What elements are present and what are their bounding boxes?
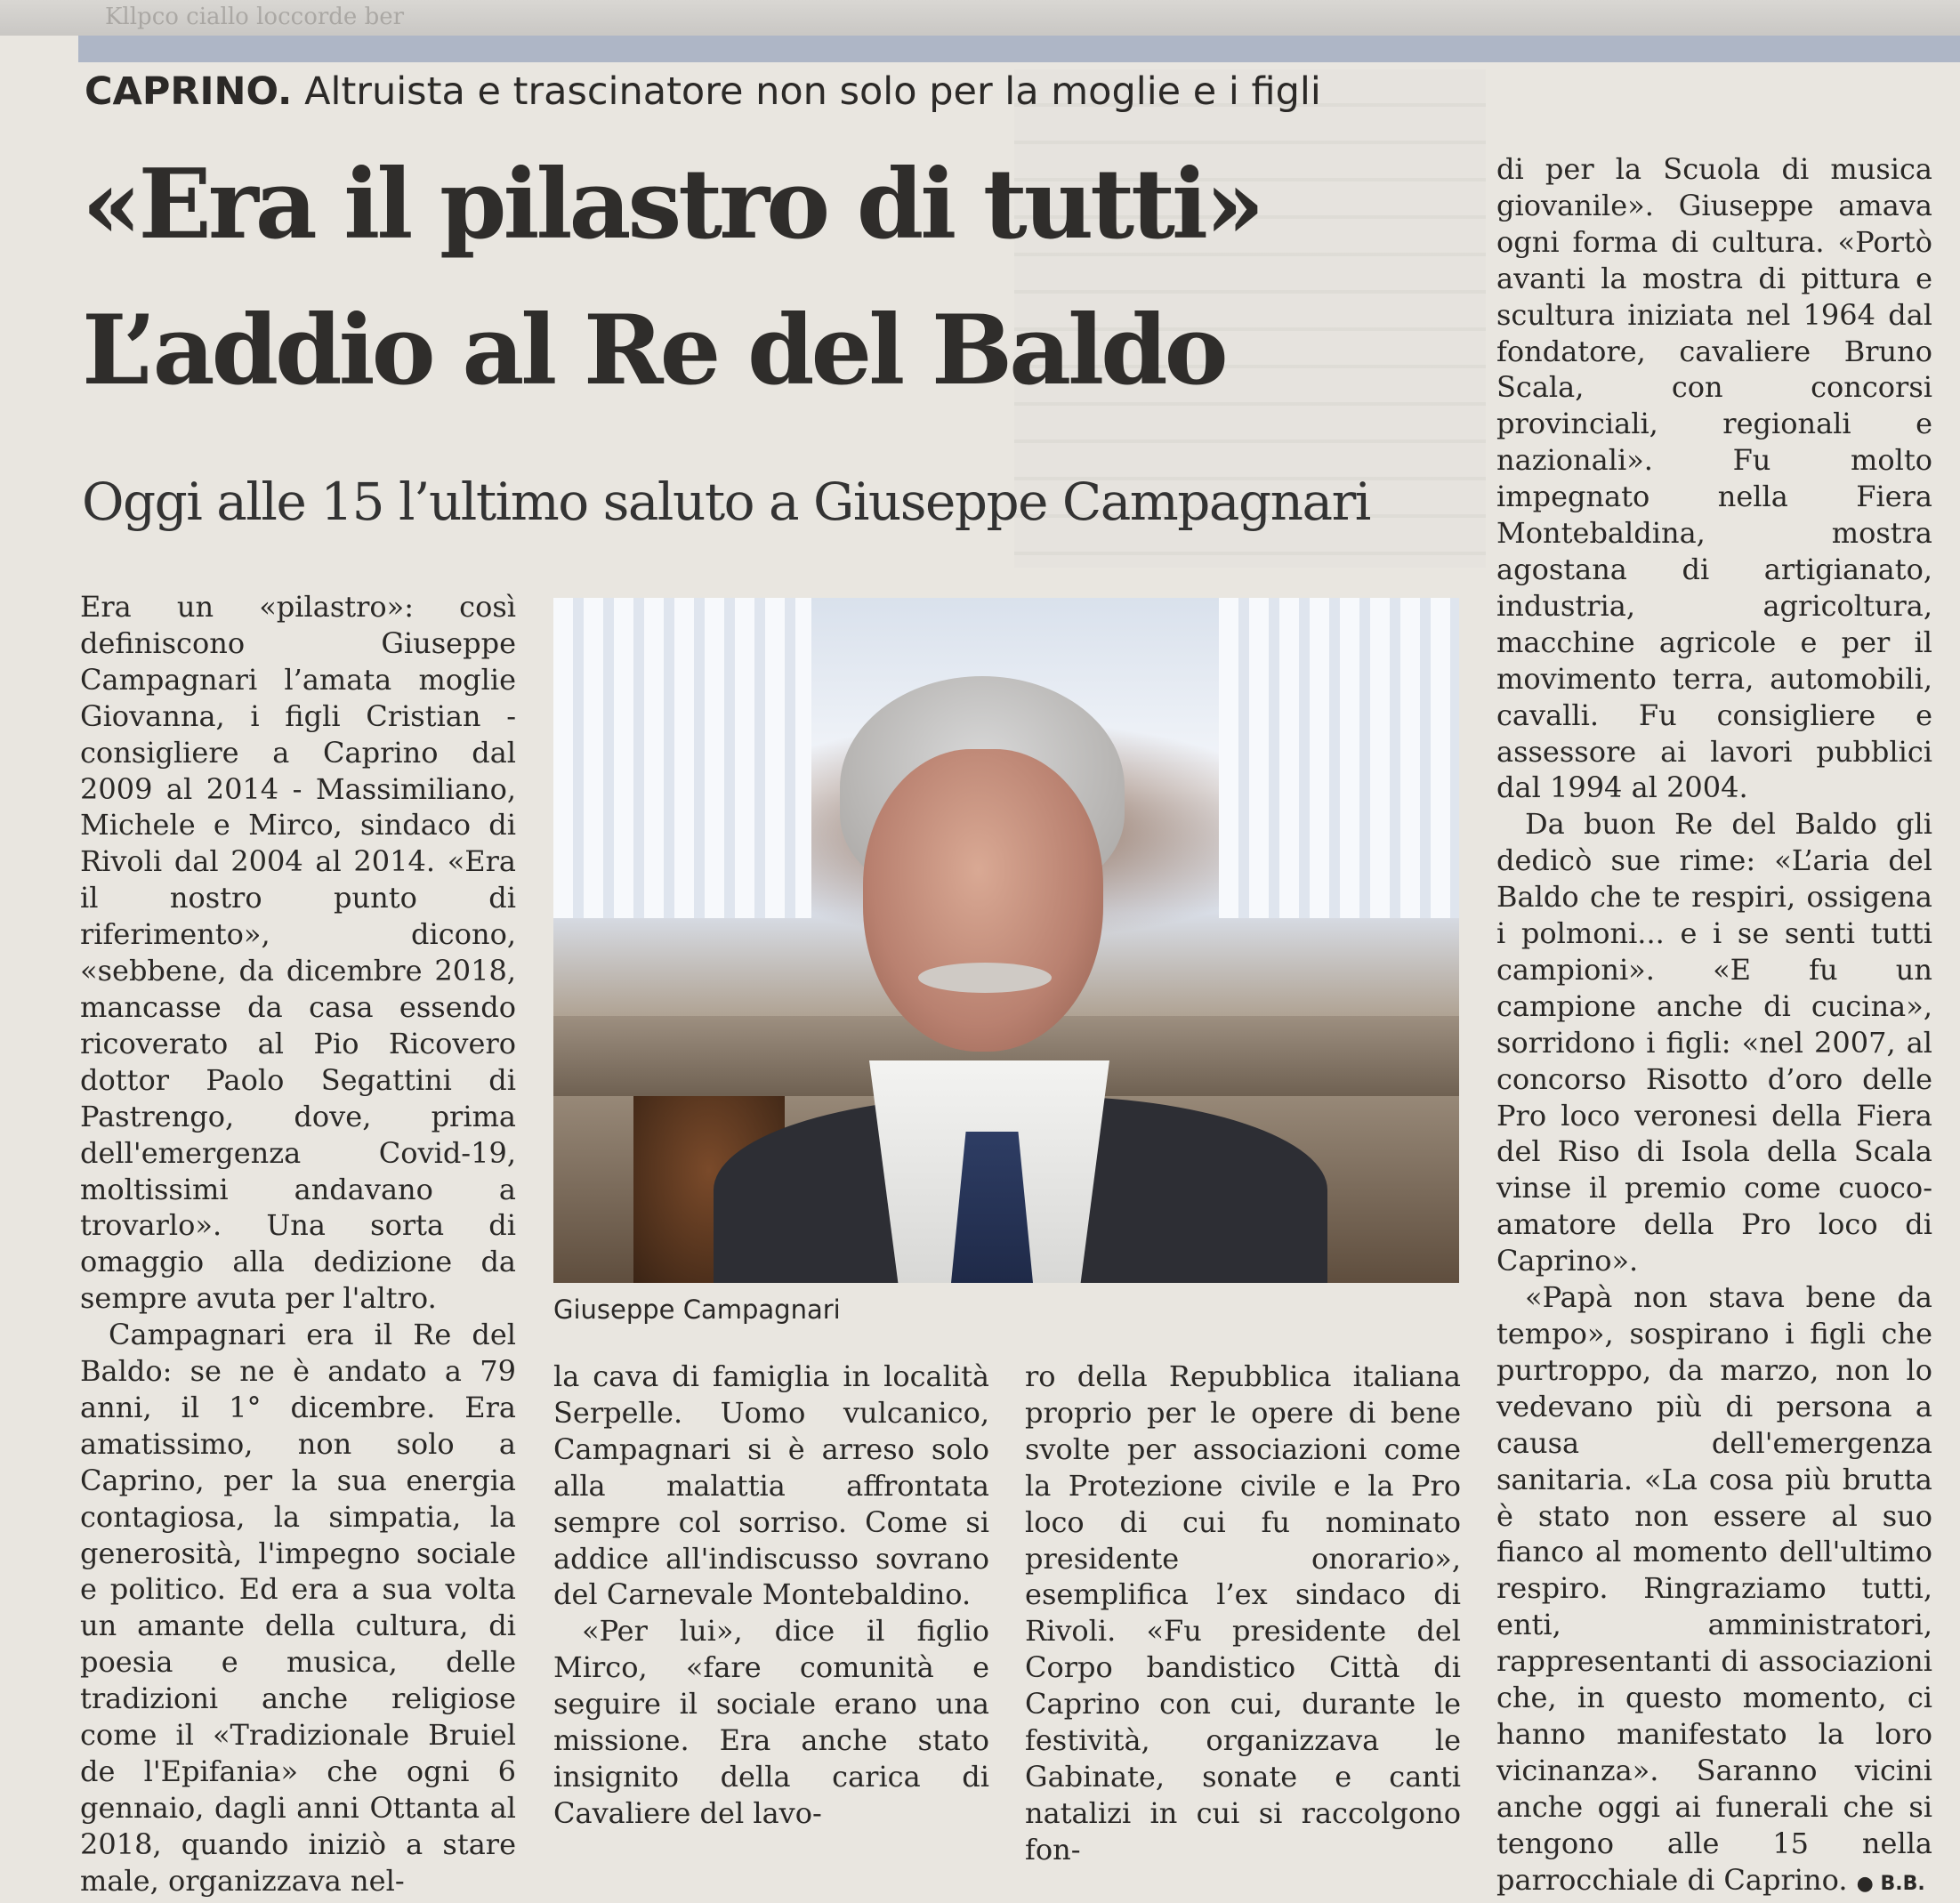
article-column-1 bbox=[80, 589, 516, 1899]
photo-caption: Giuseppe Campagnari bbox=[553, 1294, 841, 1325]
paragraph: Era un «pilastro»: così definiscono Giuseppe Campagnari l’amata moglie Giovanna, i figli Cristian - consigliere a Caprino dal 2009 al 2014 - Massimiliano, Michele e Mirco, sindaco di Rivoli dal 2004 al 2014. «Era il nostro punto di riferimento», dicono, «sebbene, da dicembre 2018, mancasse da casa essendo ricoverato al Pio Ricovero dottor Paolo Segattini di Pastrengo, dove, prima dell'emergenza Covid-19, moltissimi andavano a trovarlo». Una sorta di omaggio alla dedizione da sempre avuta per l'altro. bbox=[80, 590, 516, 1316]
paragraph-text: «Papà non stava bene da tempo», sospirano i figli che purtroppo, da marzo, non lo vedevano più di persona a causa dell'emergenza sanitaria. «La cosa più brutta è stato non essere al suo fianco al momento dell'ultimo respiro. Ringraziamo tutti, enti, amministratori, rappresentanti di associazioni che, in questo momento, ci hanno manifestato la loro vicinanza». Saranno vicini anche oggi ai funerali che si tengono alle 15 nella parrocchiale di Caprino. bbox=[1496, 1280, 1932, 1897]
headline-line-1: «Era il pilastro di tutti» bbox=[82, 149, 1262, 261]
paragraph: «Per lui», dice il figlio Mirco, «fare comunità e seguire il sociale erano una missione. Era anche stato insignito della carica di Cavaliere del lavo- bbox=[553, 1614, 989, 1830]
article-column-4 bbox=[1496, 151, 1932, 1903]
face bbox=[863, 749, 1103, 1052]
curtain-right bbox=[1219, 598, 1459, 918]
paragraph: di per la Scuola di musica giovanile». Giuseppe amava ogni forma di cultura. «Portò avanti la mostra di pittura e scultura iniziata nel 1964 dal fondatore, cavaliere Bruno Scala, con concorsi provinciali, regionali e nazionali». Fu molto impegnato nella Fiera Montebaldina, mostra agostana di artigianato, industria, agricoltura, macchine agricole e per il movimento terra, automobili, cavalli. Fu consigliere e assessore ai lavori pubblici dal 1994 al 2004. bbox=[1496, 152, 1932, 805]
paragraph: ro della Repubblica italiana proprio per le opere di bene svolte per associazioni come la Protezione civile e la Pro loco di cui fu nominato presidente onorario», esemplifica l’ex sindaco di Rivoli. «Fu presidente del Corpo bandistico Città di Caprino con cui, durante le festività, organizzava le Gabinate, sonate e canti natalizi in cui si raccolgono fon- bbox=[1025, 1359, 1461, 1867]
moustache bbox=[918, 963, 1052, 993]
paragraph: la cava di famiglia in località Serpelle. Uomo vulcanico, Campagnari si è arreso solo alla malattia affrontata sempre col sorriso. Come si addice all'indiscusso sovrano del Carnevale Montebaldino. bbox=[553, 1359, 989, 1612]
adjacent-page-bleed bbox=[0, 0, 1960, 36]
paragraph: Campagnari era il Re del Baldo: se ne è andato a 79 anni, il 1° dicembre. Era amatissimo, non solo a Caprino, per la sua energia contagiosa, la simpatia, la generosità, l'impegno sociale e politico. Ed era a sua volta un amante della cultura, di poesia e musica, delle tradizioni anche religiose come il «Tradizionale Bruiel de l'Epifania» che ogni 6 gennaio, dagli anni Ottanta al 2018, quando iniziò a stare male, organizzava nel- bbox=[80, 1318, 516, 1898]
headline-line-2: L’addio al Re del Baldo bbox=[82, 294, 1225, 407]
section-band bbox=[78, 36, 1960, 62]
kicker-place: CAPRINO. bbox=[85, 69, 293, 114]
curtain-left bbox=[553, 598, 811, 918]
article-column-2 bbox=[553, 1359, 989, 1832]
kicker bbox=[85, 69, 1321, 114]
bleed-text: Kllpco ciallo loccorde ber bbox=[105, 4, 405, 30]
paragraph: Da buon Re del Baldo gli dedicò sue rime: «L’aria del Baldo che te respiri, ossigena i polmoni... e i se senti tutti campioni». «E fu un campione anche di cucina», sorridono i figli: «nel 2007, al concorso Risotto d’oro delle Pro loco veronesi della Fiera del Riso di Isola della Scala vinse il premio come cuoco-amatore della Pro loco di Caprino». bbox=[1496, 807, 1932, 1278]
author-signature: ● B.B. bbox=[1856, 1872, 1925, 1895]
paragraph bbox=[1496, 1279, 1932, 1902]
portrait-photo bbox=[553, 598, 1459, 1283]
subheadline: Oggi alle 15 l’ultimo saluto a Giuseppe Campagnari bbox=[82, 472, 1370, 532]
article-column-3 bbox=[1025, 1359, 1461, 1868]
kicker-text: Altruista e trascinatore non solo per la moglie e i figli bbox=[304, 69, 1321, 114]
